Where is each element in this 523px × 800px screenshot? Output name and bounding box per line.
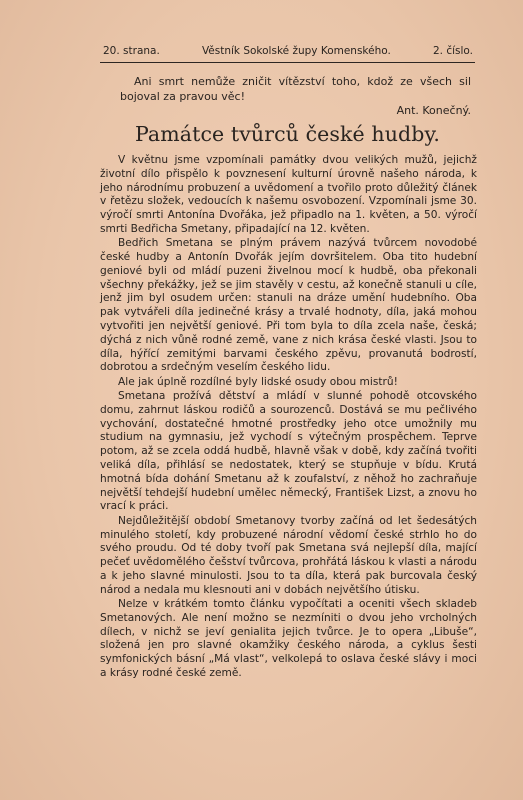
publication-name: Věstník Sokolské župy Komenského. — [201, 45, 391, 57]
article-paragraph: V květnu jsme vzpomínali památky dvou velikých mužů, jejichž životní dílo přispělo k povznesení kulturní úrovně našeho národa, k jeho národnímu probuzení a uvědomení a tvořilo proto důležitý článek v řetězu složek, vedoucích k našemu osvobození. Vzpomínali jsme 30. výročí smrti Antonína Dvořáka, jež připadlo na 1. květen, a 50. výročí smrti Bedřicha Smetany, připadající na 12. květen. — [100, 154, 477, 235]
epigraph — [120, 74, 471, 104]
page-number: 20. strana. — [103, 45, 160, 57]
article-paragraph: Smetana prožívá dětství a mládí v slunné pohodě otcovského domu, zahrnut láskou rodičů a sourozenců. Dostává se mu pečlivého vychování, dostatečné hmotné prostředky jeho otce umožnily mu studium na gymnasiu, jež vychodí s výtečným prospěchem. Teprve potom, až se zcela oddá hudbě, hlavně však v době, kdy začíná tvořiti veliká díla, přihlásí se nedostatek, který se stupňuje v bídu. Krutá hmotná bída dohání Smetanu až k zoufalství, z něhož ho zachraňuje největší tehdejší hudební umělec německý, František Lizst, a znovu ho vrací k práci. — [100, 390, 477, 513]
epigraph-text: Ani smrt nemůže zničit vítězství toho, kdož ze všech sil bojoval za pravou věc! — [120, 75, 471, 103]
article-paragraph: Bedřich Smetana se plným právem nazývá tvůrcem novodobé české hudby a Antonín Dvořák jejím dovršitelem. Oba tito hudební geniové byli od mládí puzeni živelnou mocí k hudbě, oba překonali všechny překážky, jež se jim stavěly v cestu, až konečně stanuli u cíle, jenž jim byl osudem určen: stanuli na dráze umění hudebního. Oba pak vytvářeli díla jedinečné krásy a trvalé hodnoty, díla, jaká mohou vytvořiti jen největší geniové. Při tom byla to díla zcela naše, česká; dýchá z nich vůně rodné země, vane z nich krása české vlasti. Jsou to díla, hýřící zemitými barvami českého zpěvu, provanutá bodrostí, dobrotou a srdečným veselím českého lidu. — [100, 237, 477, 374]
header-rule — [100, 62, 475, 63]
article-paragraph: Nelze v krátkém tomto článku vypočítati a oceniti všech skladeb Smetanových. Ale není možno se nezmíniti o dvou jeho vrcholných dílech, v nichž se jeví genialita jejich tvůrce. Je to opera „Libuše“, složená jen pro slavné okamžiky českého národa, a cyklus šesti symfonických básní „Má vlast“, velkolepá to oslava české slávy i moci a krásy rodné české země. — [100, 598, 477, 679]
article-paragraph: Nejdůležitější období Smetanovy tvorby začíná od let šedesátých minulého století, kdy probuzené národní vědomí české strhlo ho do svého proudu. Od té doby tvoří pak Smetana svá nejlepší díla, mající pečeť uvědomělého češství tvůrcova, prohřátá láskou k vlasti a národu a k jeho slavné minulosti. Jsou to ta díla, která pak burcovala český národ a nedala mu klesnouti ani v dobách největšího útisku. — [100, 514, 477, 596]
epigraph-author: Ant. Konečný. — [396, 104, 471, 117]
article-paragraph: Ale jak úplně rozdílné byly lidské osudy obou mistrů! — [118, 375, 398, 388]
article-title: Památce tvůrců české hudby. — [134, 122, 441, 146]
page-header — [103, 44, 473, 58]
issue-number: 2. číslo. — [432, 45, 473, 57]
article-body — [100, 154, 477, 681]
